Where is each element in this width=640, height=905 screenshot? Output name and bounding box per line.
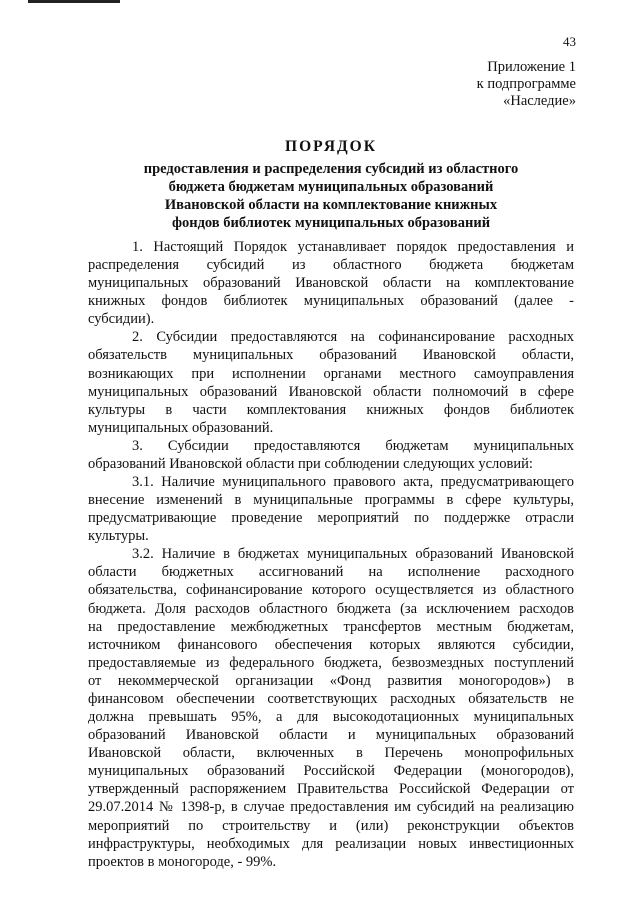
document-subtitle-line: фондов библиотек муниципальных образований xyxy=(171,215,491,231)
text-line: финансовом обеспечении соответствующих расходных обязательств не xyxy=(88,690,574,707)
text-line: должна превышать 95%, а для высокодотационных муниципальных xyxy=(88,709,574,726)
page-number: 43 xyxy=(563,34,576,49)
document-subtitle-line: бюджета бюджетам муниципальных образований xyxy=(168,179,494,195)
appendix-line: Приложение 1 xyxy=(487,59,576,75)
text-line: книжных фондов библиотек муниципальных образований (далее - xyxy=(88,293,574,310)
document-body xyxy=(88,238,574,871)
text-line: обязательств муниципальных образований Ивановской области, xyxy=(88,347,574,364)
appendix-line: «Наследие» xyxy=(503,93,576,109)
paragraph-1 xyxy=(88,238,574,328)
text-line: муниципальных образований. xyxy=(88,419,274,436)
text-line: утвержденный распоряжением Правительства Российской Федерации от xyxy=(88,781,574,798)
text-line: распределения субсидий из областного бюджета бюджетам xyxy=(88,257,574,274)
text-line: возникающих при исполнении органами местного самоуправления xyxy=(88,365,574,382)
paragraph-3-1 xyxy=(88,473,574,545)
text-line: муниципальных образований Ивановской области на комплектование xyxy=(88,275,574,292)
text-line: инфраструктуры, необходимых для реализации новых инвестиционных xyxy=(88,835,574,852)
text-line: образований Ивановской области при соблюдении следующих условий: xyxy=(88,455,533,472)
paragraph-3-2 xyxy=(88,545,574,870)
text-line: субсидии). xyxy=(88,311,155,328)
document-heading xyxy=(88,138,574,232)
text-line: 3. Субсидии предоставляются бюджетам муниципальных xyxy=(132,437,574,454)
text-line: Ивановской области, включенных в Перечень монопрофильных xyxy=(88,745,574,762)
text-line: проектов в моногороде, - 99%. xyxy=(88,853,277,870)
text-line: обязательства, софинансирование которого осуществляется из областного xyxy=(88,582,574,599)
text-line: области бюджетных ассигнований на исполнение расходного xyxy=(88,564,574,581)
text-line: 3.1. Наличие муниципального правового акта, предусматривающего xyxy=(132,474,574,491)
appendix-note xyxy=(477,59,576,110)
text-line: образований Ивановской области и муниципальных образований xyxy=(88,727,574,744)
text-line: культуры. xyxy=(88,528,149,545)
text-line: предусматривающие проведение мероприятий по поддержке отрасли xyxy=(88,510,574,527)
text-line: 3.2. Наличие в бюджетах муниципальных образований Ивановской xyxy=(132,546,574,563)
document-subtitle-line: Ивановской области на комплектование книжных xyxy=(164,197,498,213)
text-line: внесение изменений в муниципальные программы в сфере культуры, xyxy=(88,492,574,509)
document-title: ПОРЯДОК xyxy=(285,138,377,155)
text-line: муниципальных образований Ивановской области полномочий в сфере xyxy=(88,383,574,400)
paragraph-3 xyxy=(88,437,574,473)
text-line: предоставляемые из федерального бюджета, безвозмездных поступлений xyxy=(88,654,574,671)
text-line: источником финансового обеспечения которых являются субсидии, xyxy=(88,636,574,653)
text-line: 2. Субсидии предоставляются на софинансирование расходных xyxy=(132,329,574,346)
text-line: на предоставление межбюджетных трансфертов местным бюджетам, xyxy=(88,618,574,635)
text-line: от некоммерческой организации «Фонд развития моногородов») в xyxy=(88,672,574,689)
appendix-line: к подпрограмме xyxy=(476,76,576,92)
paragraph-2 xyxy=(88,328,574,436)
text-line: муниципальных образований Российской Федерации (моногородов), xyxy=(88,763,574,780)
text-line: культуры в части комплектования книжных фондов библиотек xyxy=(88,401,574,418)
document-subtitle-line: предоставления и распределения субсидий из областного xyxy=(143,161,519,177)
text-line: бюджета. Доля расходов областного бюджета (за исключением расходов xyxy=(88,600,574,617)
text-line: 29.07.2014 № 1398-р, в случае предоставления им субсидий на реализацию xyxy=(88,799,574,816)
text-line: мероприятий по строительству и (или) реконструкции объектов xyxy=(88,817,574,834)
scan-edge-mark xyxy=(28,0,120,3)
text-line: 1. Настоящий Порядок устанавливает порядок предоставления и xyxy=(132,239,574,255)
